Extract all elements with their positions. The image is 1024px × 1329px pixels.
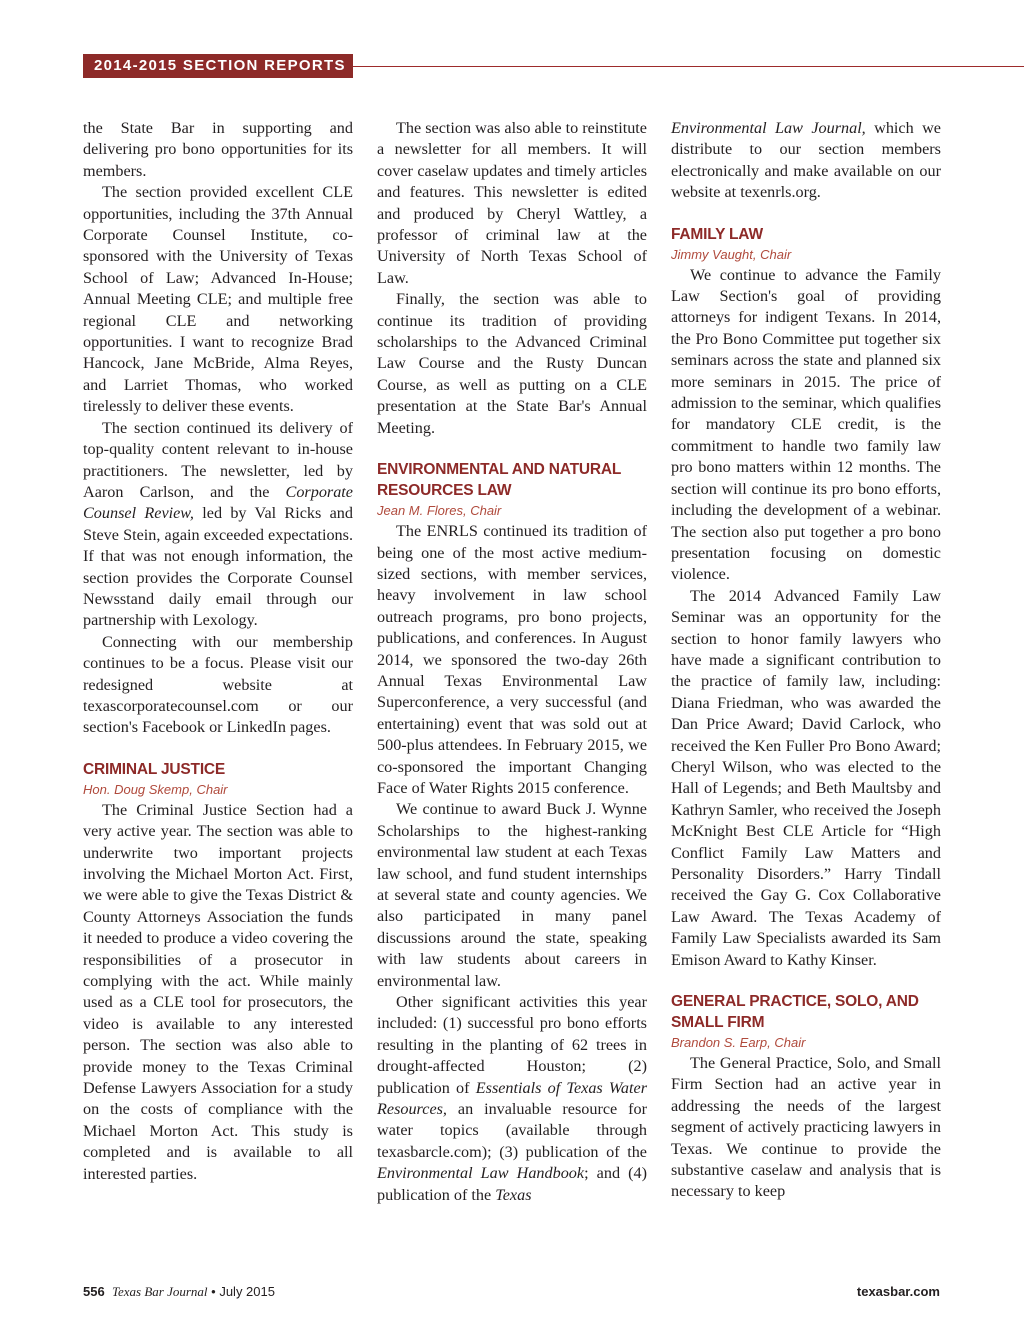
paragraph: We continue to award Buck J. Wynne Scholarships to the highest-ranking environmental law student at each Texas law school, and fund student internships at several state and county agencies. We also participated in many panel discussions around the state, speaking with law students about careers in environmental law.: [377, 800, 647, 990]
paragraph: The Criminal Justice Section had a very active year. The section was able to underwrite two important projects involving the Michael Morton Act. First, we were able to give the Texas District & County Attorneys Association the funds it needed to produce a video covering the responsibilities of a prosecutor in complying with the act. While mainly used as a CLE tool for prosecutors, the video is available to any interested person. The section was also able to provide money to the Texas Criminal Defense Lawyers Association for a study on the costs of compliance with the Michael Morton Act. This study is completed and is available to all interested parties.: [83, 800, 353, 1183]
section-chair: Jean M. Flores, Chair: [377, 503, 502, 519]
paragraph: The section provided excellent CLE opportunities, including the 37th Annual Corporate Counsel Institute, co-sponsored with the University of Texas School of Law; Advanced In-House; Annual Meeting CLE; and multiple free regional CLE and networking opportunities. I want to recognize Brad Hancock, Jane McBride, Alma Reyes, and Larriet Thomas, who worked tirelessly to deliver these events.: [83, 183, 353, 416]
column-3: [671, 118, 941, 1203]
paragraph: The ENRLS continued its tradition of being one of the most active medium-sized sections, with member services, heavy involvement in law school outreach programs, pro bono projects, publications, and conferences. In August 2014, we sponsored the two-day 26th Annual Texas Environmental Law Superconference, a very successful (and entertaining) event that was sold out at 500-plus attendees. In February 2015, we co-sponsored the important Changing Face of Water Rights 2015 conference.: [377, 522, 647, 797]
section-heading-general-practice: GENERAL PRACTICE, SOLO, AND SMALL FIRM: [671, 993, 919, 1032]
column-1: [83, 118, 353, 1185]
journal-name: Texas Bar Journal: [111, 1284, 208, 1299]
publication-title: Essentials of Texas Water Resources,: [377, 1078, 647, 1119]
footer-website: texasbar.com: [856, 1284, 940, 1299]
paragraph: The General Practice, Solo, and Small Firm Section had an active year in addressing the needs of the largest segment of actively practicing lawyers in Texas. We continue to provide the substantive caselaw and analysis that is necessary to keep: [671, 1054, 941, 1201]
publication-title: Environmental Law Handbook: [377, 1164, 585, 1183]
section-chair: Brandon S. Earp, Chair: [671, 1035, 806, 1051]
section-heading-family-law: FAMILY LAW: [671, 225, 763, 243]
publication-title: Environmental Law Journal,: [671, 119, 866, 137]
paragraph: Connecting with our membership continues to be a focus. Please visit our redesigned website at texascorporatecounsel.com or our section's Facebook or LinkedIn pages.: [83, 632, 353, 737]
paragraph: The 2014 Advanced Family Law Seminar was an opportunity for the section to honor family lawyers who have made a significant contribution to the practice of family law, including: Diana Friedman, who was awarded the Dan Price Award; David Carlock, who received the Ken Fuller Pro Bono Award; Cheryl Wilson, who was elected to the Hall of Legends; and Beth Maultsby and Kathryn Samler, who received the Joseph McKnight Best CLE Article for “High Conflict Family Law Matters and Personality Disorders.” Harry Tindall received the Gay G. Cox Collaborative Law Award. The Texas Academy of Family Law Specialists awarded its Sam Emison Award to Kathy Kinser.: [671, 586, 941, 969]
page-number: 556: [83, 1284, 105, 1299]
publication-title: Corporate Counsel Review,: [83, 482, 353, 523]
paragraph: the State Bar in supporting and delivering pro bono opportunities for its members.: [83, 119, 353, 180]
issue-date: July 2015: [219, 1284, 275, 1299]
section-heading-criminal-justice: CRIMINAL JUSTICE: [83, 760, 226, 778]
paragraph: Environmental Law Journal, which we distribute to our section members electronically and make available on our website at texenrls.org.: [671, 119, 941, 202]
header-rule: [352, 66, 1024, 67]
paragraph: We continue to advance the Family Law Section's goal of providing attorneys for indigent Texans. In 2014, the Pro Bono Committee put together six seminars across the state and planned six more seminars in 2015. The price of admission to the seminar, which qualifies for mandatory CLE credit, is the commitment to handle two family law pro bono matters within 12 months. The section will continue its pro bono efforts, including the development of a webinar. The section also put together a pro bono presentation focusing on domestic violence.: [671, 265, 941, 584]
paragraph: Finally, the section was able to continue its tradition of providing scholarships to the Advanced Criminal Law Course and the Rusty Duncan Course, as well as putting on a CLE presentation at the State Bar's Annual Meeting.: [377, 290, 647, 437]
section-heading-environmental: ENVIRONMENTAL AND NATURAL RESOURCES LAW: [377, 461, 621, 500]
paragraph: The section was also able to reinstitute a newsletter for all members. It will cover caselaw updates and timely articles and features. This newsletter is edited and produced by Cheryl Wattley, a professor of criminal law at the University of North Texas School of Law.: [377, 119, 647, 287]
publication-title: Texas: [495, 1185, 532, 1204]
section-chair: Jimmy Vaught, Chair: [671, 246, 792, 262]
paragraph: Other significant activities this year included: (1) successful pro bono efforts resulting in the planting of 62 trees in drought-affected Houston; (2) publication of Essentials of Texas Water Resources, an invaluable resource for water topics (available through texasbarcle.com); (3) publication of the Environmental Law Handbook; and (4) publication of the Texas: [377, 993, 647, 1204]
bullet-separator: •: [211, 1284, 216, 1299]
section-chair: Hon. Doug Skemp, Chair: [83, 781, 228, 797]
section-header: 2014-2015 SECTION REPORTS: [83, 54, 353, 78]
paragraph: The section continued its delivery of top-quality content relevant to in-house practitioners. The newsletter, led by Aaron Carlson, and the Corporate Counsel Review, led by Val Ricks and Steve Stein, again exceeded expectations. If that was not enough information, the section provides the Corporate Counsel Newsstand daily email through our partnership with Lexology.: [83, 418, 353, 630]
footer-left: [83, 1282, 275, 1302]
column-2: [377, 118, 647, 1206]
